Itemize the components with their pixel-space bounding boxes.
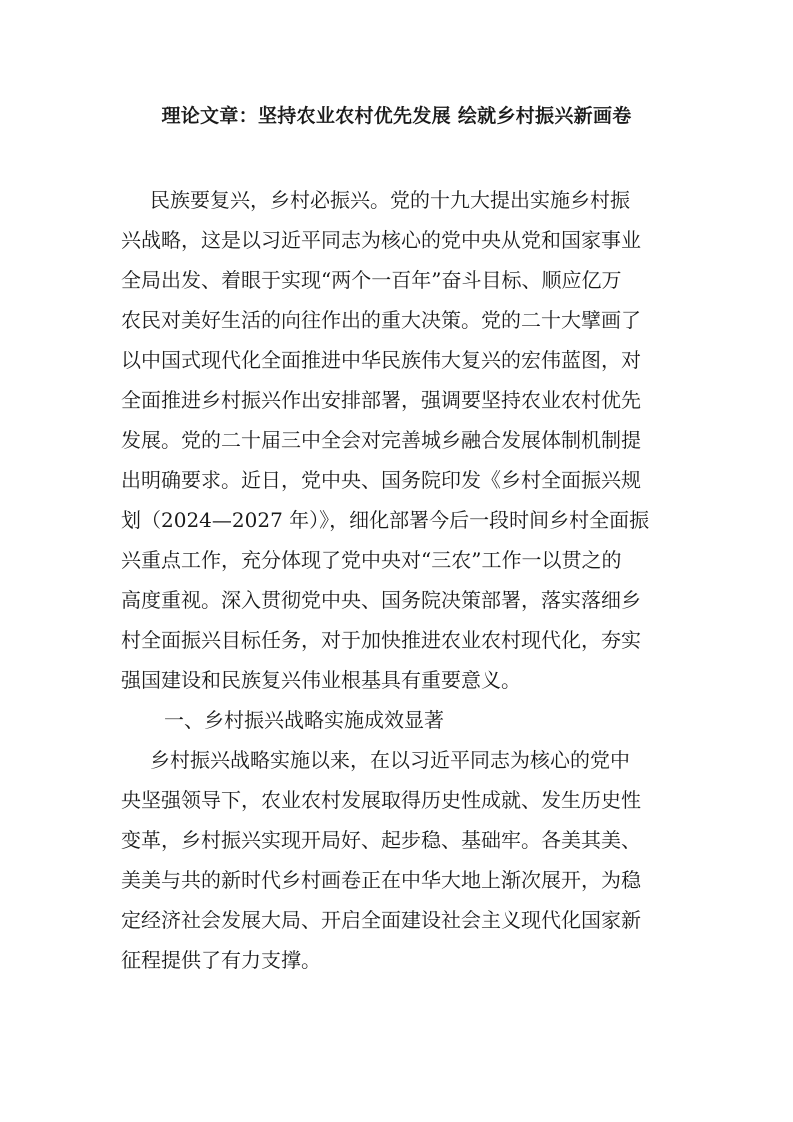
text-line: 出明确要求。近日，党中央、国务院印发《乡村全面振兴规 xyxy=(121,468,641,492)
text-line: 变革，乡村振兴实现开局好、起步稳、基础牢。各美其美、 xyxy=(121,828,641,852)
text-line: 乡村振兴战略实施以来，在以习近平同志为核心的党中 xyxy=(150,748,630,772)
text-line: 征程提供了有力支撑。 xyxy=(121,948,321,972)
text-line: 高度重视。深入贯彻党中央、国务院决策部署，落实落细乡 xyxy=(121,588,641,612)
text-line: 村全面振兴目标任务，对于加快推进农业农村现代化，夯实 xyxy=(121,628,641,652)
text-line: 央坚强领导下，农业农村发展取得历史性成就、发生历史性 xyxy=(121,788,641,812)
text-line: 全面推进乡村振兴作出安排部署，强调要坚持农业农村优先 xyxy=(121,388,641,412)
text-line: 划（2024—2027 年）》，细化部署今后一段时间乡村全面振 xyxy=(121,508,650,532)
text-line: 农民对美好生活的向往作出的重大决策。党的二十大擘画了 xyxy=(121,308,641,332)
paragraph-intro xyxy=(121,180,681,700)
text-line: 强国建设和民族复兴伟业根基具有重要意义。 xyxy=(121,668,521,692)
article-title: 理论文章：坚持农业农村优先发展 绘就乡村振兴新画卷 xyxy=(161,105,632,127)
text-line: 兴重点工作，充分体现了党中央对“三农”工作一以贯之的 xyxy=(121,548,622,572)
text-line: 美美与共的新时代乡村画卷正在中华大地上渐次展开，为稳 xyxy=(121,868,641,892)
paragraph-section-1 xyxy=(121,740,681,980)
text-line: 民族要复兴，乡村必振兴。党的十九大提出实施乡村振 xyxy=(150,188,630,212)
article-body xyxy=(121,180,681,980)
text-line: 发展。党的二十届三中全会对完善城乡融合发展体制机制提 xyxy=(121,428,641,452)
text-line: 定经济社会发展大局、开启全面建设社会主义现代化国家新 xyxy=(121,908,641,932)
text-line: 以中国式现代化全面推进中华民族伟大复兴的宏伟蓝图，对 xyxy=(121,348,641,372)
text-line: 兴战略，这是以习近平同志为核心的党中央从党和国家事业 xyxy=(121,228,641,252)
text-line: 全局出发、着眼于实现“两个一百年”奋斗目标、顺应亿万 xyxy=(121,268,622,292)
section-heading: 一、乡村振兴战略实施成效显著 xyxy=(164,708,444,732)
